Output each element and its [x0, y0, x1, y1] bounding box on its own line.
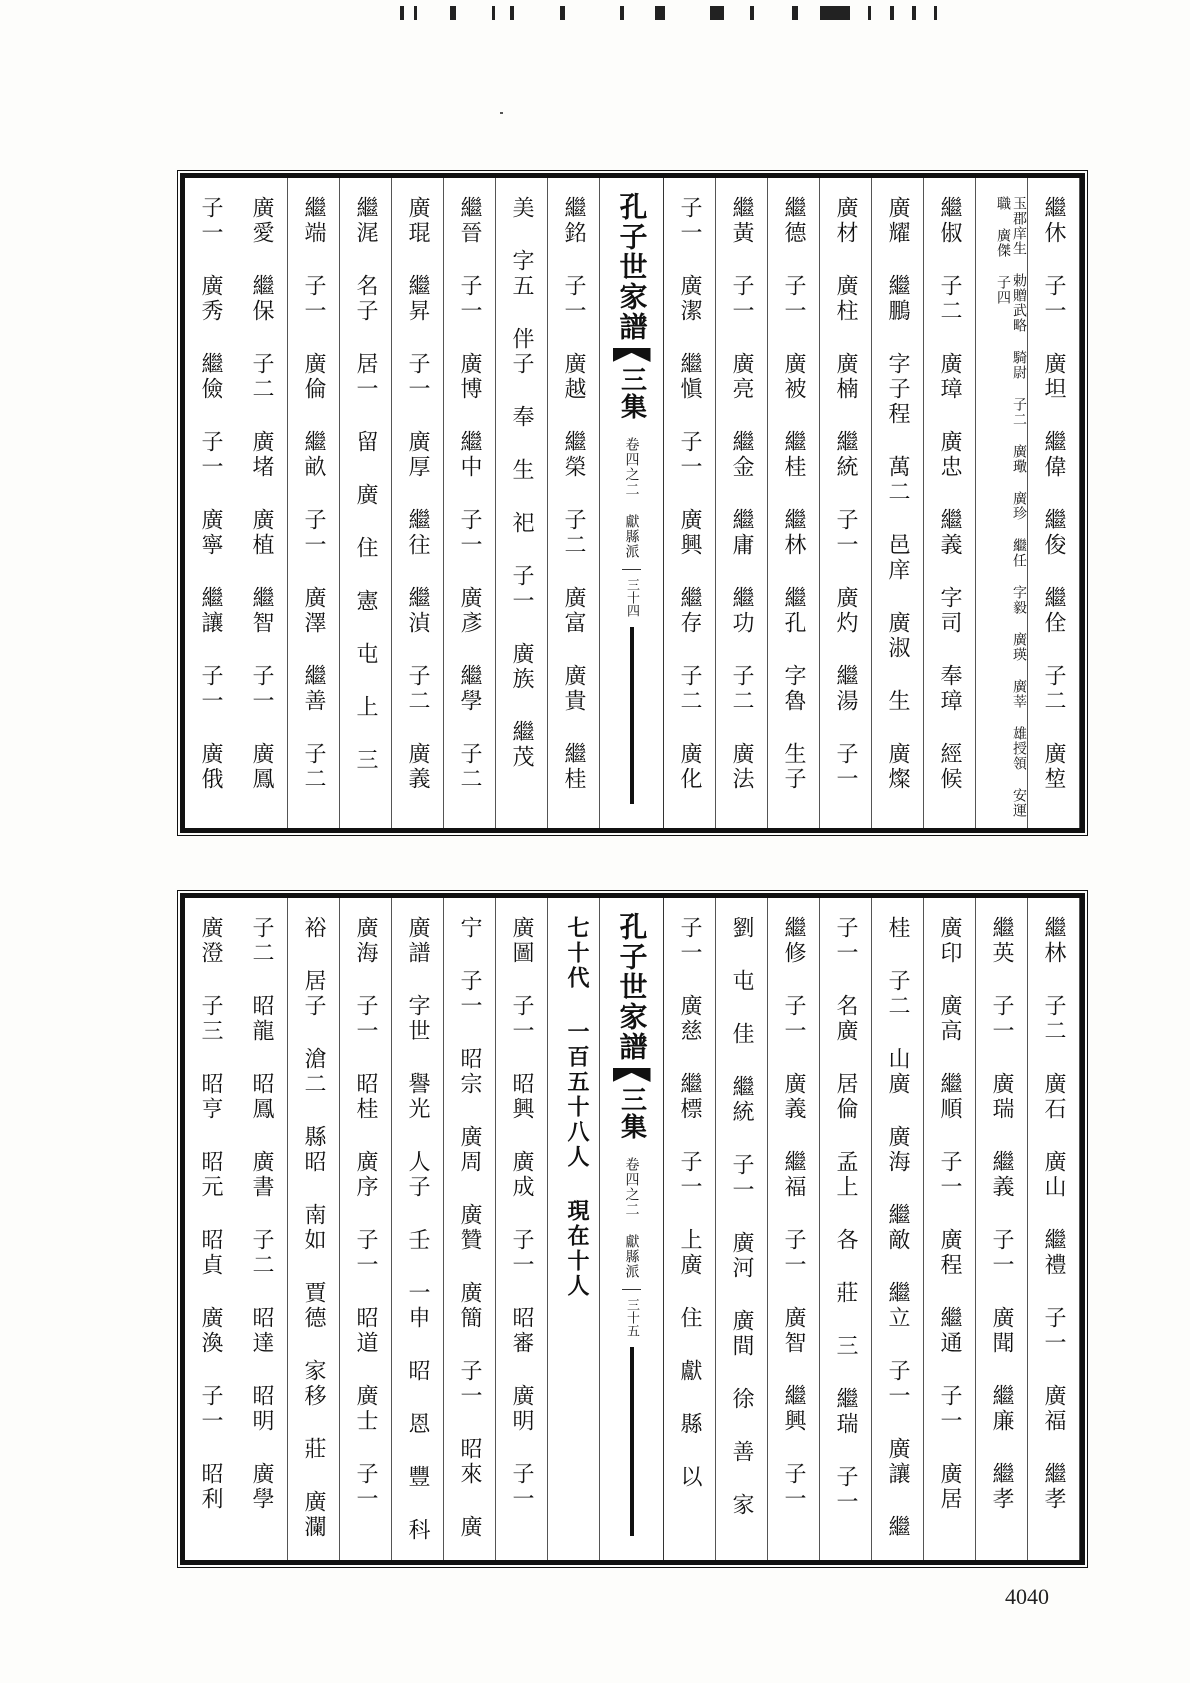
section-label: 卷四之二 獻縣派	[623, 437, 640, 559]
genealogy-column: 裕 居子 滄二 縣昭 南如 賈德 家移 莊 廣瀾	[288, 898, 340, 1560]
genealogy-column: 繼修 子一 廣義 繼福 子一 廣智 繼興 子一	[768, 898, 820, 1560]
genealogy-column: 繼端 子一 廣倫 繼畝 子一 廣澤 繼善 子二	[288, 178, 340, 828]
genealogy-column: 廣印 廣高 繼順 子一 廣程 繼通 子一 廣居	[924, 898, 976, 1560]
genealogy-panel-top	[180, 173, 1085, 833]
genealogy-column: 廣譜 字世 譽光 人子 壬 一申 昭 恩 豐 科	[392, 898, 444, 1560]
fold-bar	[630, 1347, 634, 1536]
genealogy-column: 子一 廣慈 繼標 子一 上廣 住 獻 縣 以	[664, 898, 716, 1560]
genealogy-column: 美 字五 伴子 奉 生 祀 子一 廣族 繼茂	[496, 178, 548, 828]
generation-heading: 七十代 一百五十八人 現在十人	[548, 898, 600, 1560]
genealogy-column: 廣材 廣柱 廣楠 繼統 子一 廣灼 繼湯 子一	[820, 178, 872, 828]
fishtail-mark	[613, 1068, 651, 1082]
genealogy-column: 玉郡庠生 勅贈武略 騎尉 子二 廣璥 廣珍 繼任 字毅 廣瑛 廣莘 雄授領 安運職 廣傑 子四	[976, 178, 1028, 828]
genealogy-column: 繼浘 名子 居一 留 廣 住 憲 屯 上 三	[340, 178, 392, 828]
genealogy-column: 繼德 子一 廣被 繼桂 繼林 繼孔 字魯 生子	[768, 178, 820, 828]
center-fold-column	[600, 178, 664, 828]
book-title: 孔子世家譜	[615, 192, 649, 342]
fold-bar	[630, 627, 634, 804]
genealogy-column: 繼休 子一 廣坦 繼偉 繼俊 繼佺 子二 廣堏	[1028, 178, 1080, 828]
genealogy-column: 繼晉 子一 廣博 繼中 子一 廣彥 繼學 子二	[444, 178, 496, 828]
genealogy-column: 廣澄 子三 昭亨 昭元 昭貞 廣渙 子一 昭利	[198, 916, 223, 1512]
section-label: 卷四之二 獻縣派	[623, 1157, 640, 1279]
genealogy-column: 桂 子二 山廣 廣海 繼敵 繼立 子一 廣讓 繼	[872, 898, 924, 1560]
genealogy-column: 子一 廣秀 繼儉 子一 廣寧 繼讓 子一 廣俄	[198, 196, 223, 792]
folio-number: 三十五	[622, 1289, 641, 1337]
genealogy-column: 繼黃 子一 廣亮 繼金 繼庸 繼功 子二 廣法	[716, 178, 768, 828]
genealogy-column: 廣圖 子一 昭興 廣成 子一 昭審 廣明 子一	[496, 898, 548, 1560]
book-title: 孔子世家譜	[615, 912, 649, 1062]
genealogy-column: 廣海 子一 昭桂 廣序 子一 昭道 廣士 子一	[340, 898, 392, 1560]
genealogy-column: 繼俶 子二 廣璋 廣忠 繼義 字司 奉璋 經候	[924, 178, 976, 828]
genealogy-column: 繼銘 子一 廣越 繼榮 子二 廣富 廣貴 繼桂	[548, 178, 600, 828]
genealogy-column: 子二 昭龍 昭鳳 廣書 子二 昭達 昭明 廣學	[236, 898, 288, 1560]
genealogy-column: 廣愛 繼保 子二 廣堵 廣植 繼智 子一 廣鳳	[236, 178, 288, 828]
page-number: 4040	[1005, 1584, 1049, 1609]
genealogy-column: 宁 子一 昭宗 廣周 廣贊 廣簡 子一 昭來 廣	[444, 898, 496, 1560]
volume-label: 三集	[616, 1086, 647, 1140]
genealogy-panel-bottom	[180, 893, 1085, 1565]
genealogy-column: 子一 廣潔 繼愼 子一 廣興 繼存 子二 廣化	[664, 178, 716, 828]
genealogy-column: 子一 名廣 居倫 孟上 各 莊 三 繼瑞 子一	[820, 898, 872, 1560]
volume-label: 三集	[616, 366, 647, 420]
genealogy-column: 繼英 子一 廣瑞 繼義 子一 廣聞 繼廉 繼孝	[976, 898, 1028, 1560]
genealogy-column: 廣耀 繼鵬 字子程 萬二 邑庠 廣淑 生 廣燦	[872, 178, 924, 828]
genealogy-column: 廣琨 繼昇 子一 廣厚 繼往 繼湞 子二 廣義	[392, 178, 444, 828]
fishtail-mark	[613, 348, 651, 362]
genealogy-column: 劉 屯 佳 繼統 子一 廣河 廣間 徐 善 家	[716, 898, 768, 1560]
scan-speck	[500, 112, 503, 114]
center-fold-column	[600, 898, 664, 1560]
genealogy-column: 繼林 子二 廣石 廣山 繼禮 子一 廣福 繼孝	[1028, 898, 1080, 1560]
top-edge-marks	[400, 6, 940, 22]
folio-number: 三十四	[622, 569, 641, 617]
